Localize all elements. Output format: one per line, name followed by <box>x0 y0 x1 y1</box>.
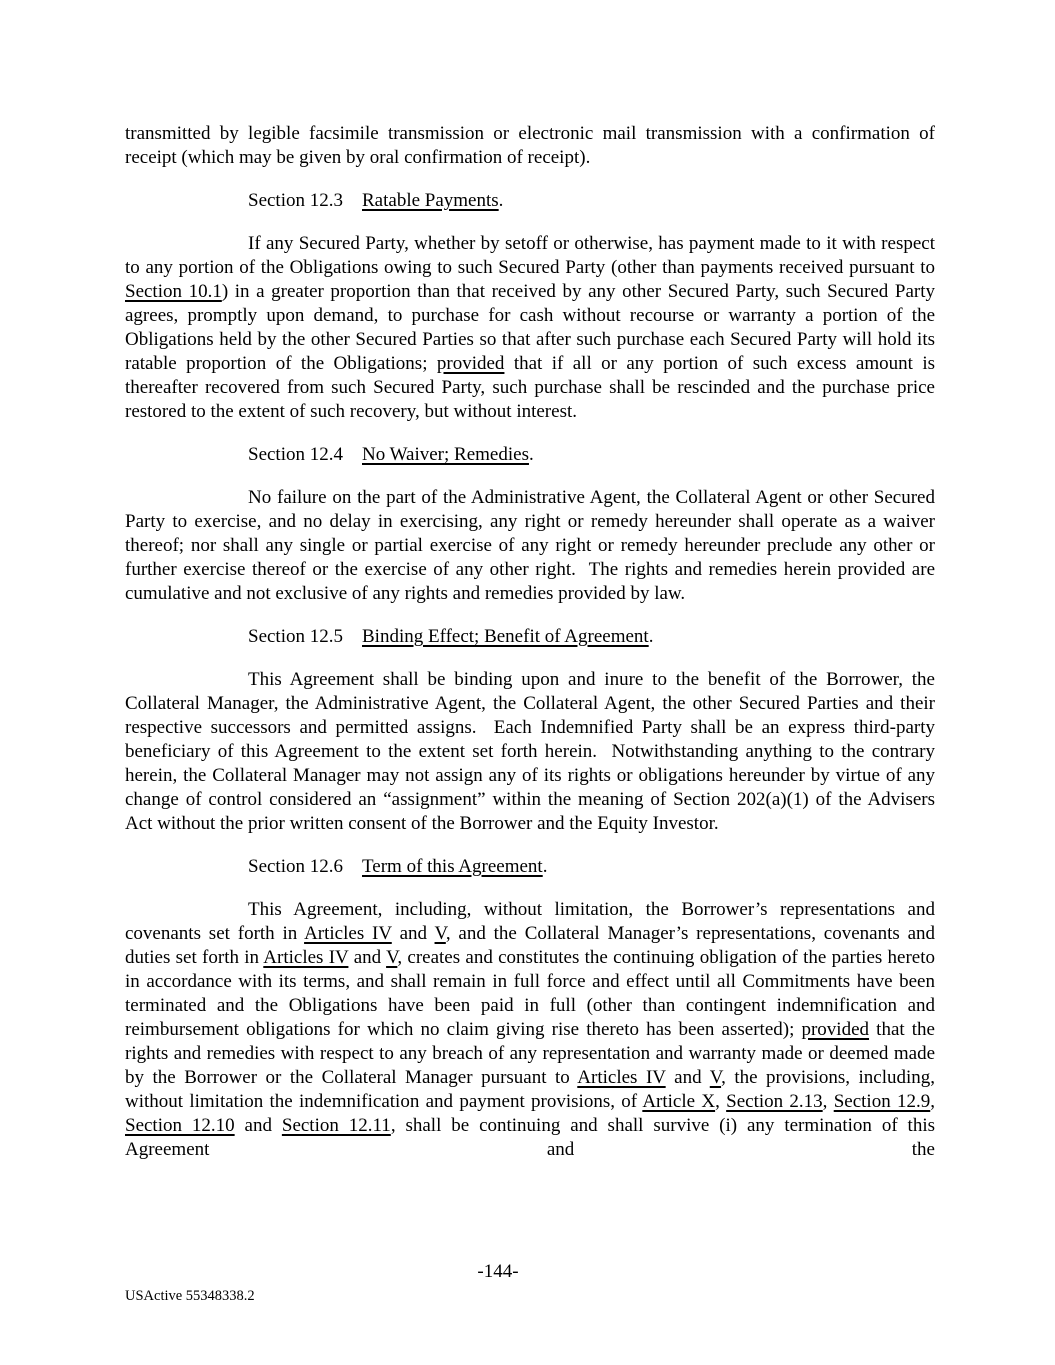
underlined-text: V <box>386 947 398 968</box>
page-number: -144- <box>477 1261 519 1282</box>
underlined-text: provided <box>801 1019 870 1040</box>
underlined-text: No Waiver; Remedies <box>362 444 529 465</box>
text-run: and <box>234 1115 282 1136</box>
text-run: that the rights and remedies with respect to any breach of any representation and warranty made or deemed made by the Borrower or the Collateral Manager pursuant to <box>125 1019 935 1088</box>
text-run: transmitted by legible facsimile transmission or electronic mail transmission with a confirmation of receipt (which may be given by oral confirmation of receipt). <box>125 123 935 168</box>
section-heading-12-5 <box>125 625 935 649</box>
underlined-text: Section 2.13 <box>726 1091 823 1112</box>
text-run: Section 12.6 <box>248 856 343 877</box>
text-run: that if all or any portion of such excess amount is thereafter recovered from such Secured Party, such purchase shall be rescinded and the purchase price restored to the extent of such recovery, but without interest. <box>125 353 935 422</box>
text-run: . <box>498 190 504 211</box>
document-id-stamp: USActive 55348338.2 <box>125 1288 255 1304</box>
underlined-text: Articles IV <box>263 947 349 968</box>
underlined-text: Section 12.9 <box>833 1091 931 1112</box>
text-run: If any Secured Party, whether by setoff or otherwise, has payment made to it with respect to any portion of the Obligations owing to such Secured Party (other than payments received pursuant to <box>125 233 935 278</box>
underlined-text: provided <box>436 353 505 374</box>
underlined-text: Term of this Agreement <box>362 856 543 877</box>
paragraph-term-of-agreement <box>125 898 935 1162</box>
text-run: , shall be continuing and shall survive (i) any termination of this Agreement and the <box>125 1115 935 1160</box>
section-heading-12-6 <box>125 855 935 879</box>
text-run: . <box>528 444 534 465</box>
section-heading-12-4 <box>125 443 935 467</box>
underlined-text: Articles IV <box>577 1067 666 1088</box>
paragraph-facsimile-transmission <box>125 122 935 170</box>
text-run: , and the Collateral Manager’s representations, covenants and duties set forth in <box>125 923 936 968</box>
text-run: and <box>348 947 387 968</box>
text-run: , <box>930 1091 935 1112</box>
text-run: , the provisions, including, without limitation the indemnification and payment provisions, of <box>125 1067 936 1112</box>
underlined-text: Section 10.1 <box>125 281 222 302</box>
underlined-text: Articles IV <box>304 923 392 944</box>
section-heading-12-3 <box>125 189 935 213</box>
text-run: This Agreement shall be binding upon and inure to the benefit of the Borrower, the Collateral Manager, the Administrative Agent, the Collateral Agent, the other Secured Parties and their respective successors and permitted assigns. Each Indemnified Party shall be an express third-party beneficiary of this Agreement to the extent set forth herein. Notwithstanding anything to the contrary herein, the Collateral Manager may not assign any of its rights or obligations hereunder by virtue of any change of control considered an “assignment” within the meaning of Section 202(a)(1) of the Advisers Act without the prior written consent of the Borrower and the Equity Investor. <box>125 669 935 834</box>
paragraph-ratable-payments <box>125 232 935 424</box>
text-run: This Agreement, including, without limitation, the Borrower’s representations and covenants set forth in <box>125 899 935 944</box>
paragraph-binding-effect <box>125 668 935 836</box>
underlined-text: Section 12.10 <box>125 1115 235 1136</box>
text-run: , <box>715 1091 727 1112</box>
underlined-text: Binding Effect; Benefit of Agreement <box>362 626 649 647</box>
text-run: Section 12.4 <box>248 444 343 465</box>
text-run: . <box>648 626 654 647</box>
text-run: Section 12.5 <box>248 626 343 647</box>
text-run: and <box>665 1067 710 1088</box>
underlined-text: V <box>434 923 446 944</box>
underlined-text: V <box>709 1067 722 1088</box>
text-run: , <box>822 1091 834 1112</box>
underlined-text: Section 12.11 <box>281 1115 391 1136</box>
text-run: and <box>391 923 435 944</box>
text-run: Section 12.3 <box>248 190 343 211</box>
text-run: . <box>542 856 548 877</box>
page-content <box>125 122 935 1181</box>
text-run: No failure on the part of the Administrative Agent, the Collateral Agent or other Secured Party to exercise, and no delay in exercising, any right or remedy hereunder shall operate as a waiver thereof; nor shall any single or partial exercise of any right or remedy hereunder preclude any other or further exercise thereof or the exercise of any other right. The rights and remedies herein provided are cumulative and not exclusive of any rights and remedies provided by law. <box>125 487 935 604</box>
underlined-text: Ratable Payments <box>362 190 499 211</box>
text-run: , creates and constitutes the continuing obligation of the parties hereto in accordance with its terms, and shall remain in full force and effect until all Commitments have been terminated and the Obligations have been paid in full (other than contingent indemnification and reimbursement obligations for which no claim giving rise thereto has been asserted); <box>125 947 936 1040</box>
paragraph-no-waiver-remedies <box>125 486 935 606</box>
text-run: ) in a greater proportion than that received by any other Secured Party, such Secured Party agrees, promptly upon demand, to purchase for cash without recourse or warranty a portion of the Obligations held by the other Secured Parties so that after such purchase each Secured Party will hold its ratable proportion of the Obligations; <box>125 281 935 374</box>
underlined-text: Article X <box>642 1091 716 1112</box>
